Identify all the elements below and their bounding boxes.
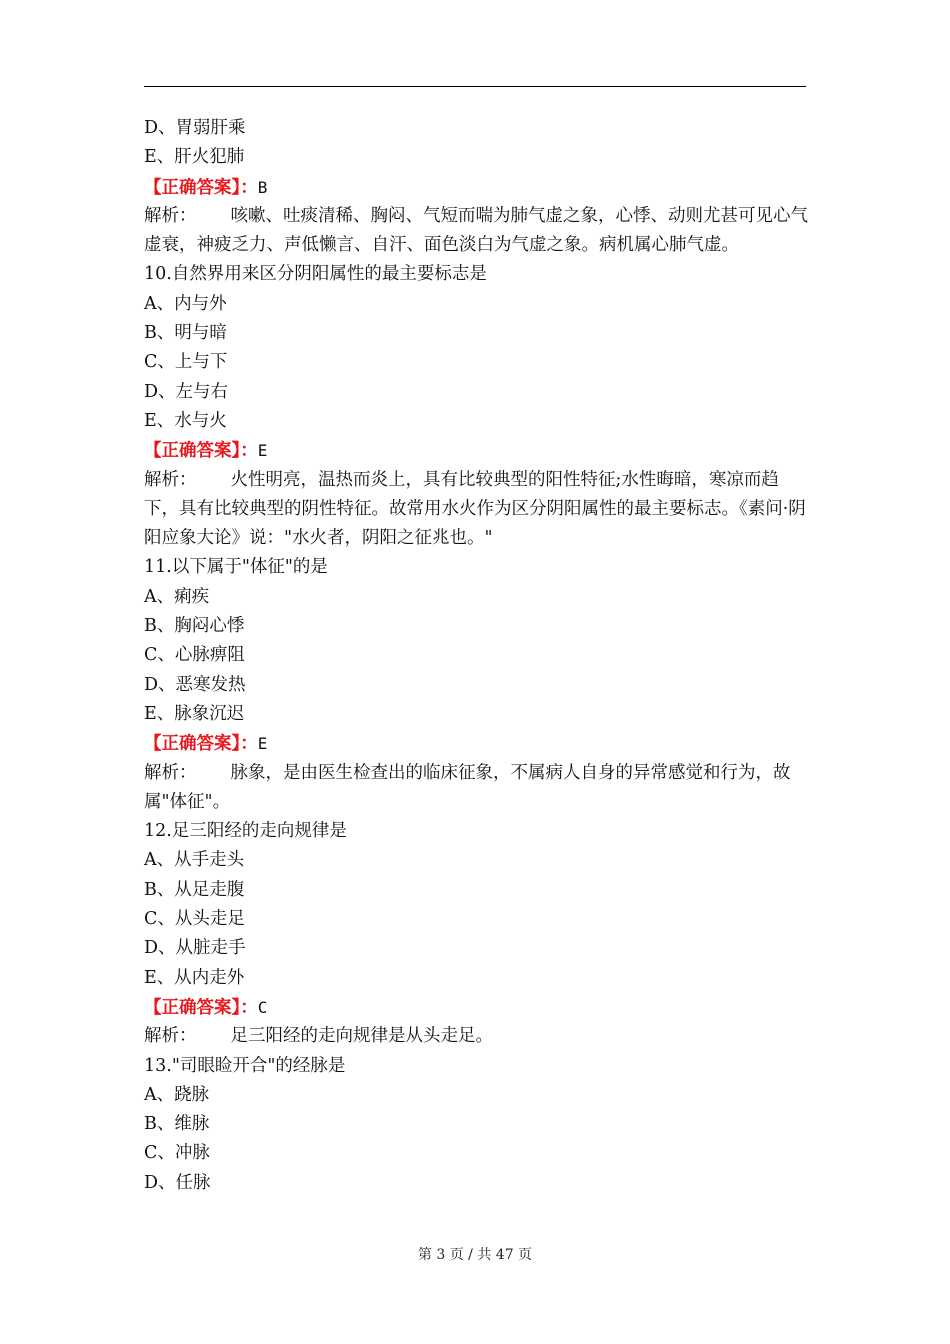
option-line: A、跷脉 xyxy=(144,1084,210,1105)
answer-value: E xyxy=(257,734,268,754)
analysis-label: 解析： xyxy=(144,762,197,783)
option-line: D、左与右 xyxy=(144,381,229,402)
option-line: C、上与下 xyxy=(144,352,228,373)
analysis-label: 解析： xyxy=(144,469,197,490)
option-line: A、从手走头 xyxy=(144,850,245,871)
answer-line xyxy=(144,436,810,465)
option-line: E、脉象沉迟 xyxy=(144,703,245,724)
answer-value: E xyxy=(257,441,268,461)
option-line: D、胃弱肝乘 xyxy=(144,118,246,138)
analysis-paragraph xyxy=(144,202,810,261)
analysis-label: 解析： xyxy=(144,205,197,226)
answer-label: 【正确答案】： xyxy=(144,997,258,1018)
analysis-text: 脉象，是由医生检查出的临床征象，不属病人自身的异常感觉和行为，故属"体征"。 xyxy=(144,762,791,812)
option-line: C、从头走足 xyxy=(144,909,245,930)
option-line: E、水与火 xyxy=(144,410,227,431)
question-title: 13."司眼睑开合"的经脉是 xyxy=(144,1055,346,1076)
question-title: 11.以下属于"体征"的是 xyxy=(144,557,328,578)
answer-line xyxy=(144,173,810,202)
answer-label: 【正确答案】： xyxy=(144,734,258,755)
option-line: B、明与暗 xyxy=(144,323,227,344)
option-line: A、痢疾 xyxy=(144,586,210,607)
answer-line xyxy=(144,993,810,1022)
analysis-label: 解析： xyxy=(144,1026,197,1047)
option-line: C、心脉痹阻 xyxy=(144,645,245,666)
answer-line xyxy=(144,729,810,758)
option-line: D、任脉 xyxy=(144,1172,211,1193)
page-footer: 第 3 页 / 共 47 页 xyxy=(417,1247,533,1263)
answer-value: C xyxy=(257,997,268,1017)
option-line: B、维脉 xyxy=(144,1114,210,1135)
question-title: 10.自然界用来区分阴阳属性的最主要标志是 xyxy=(144,264,487,285)
analysis-paragraph xyxy=(144,759,810,818)
question-title: 12.足三阳经的走向规律是 xyxy=(144,821,347,842)
analysis-text: 咳嗽、吐痰清稀、胸闷、气短而喘为肺气虚之象，心悸、动则尤甚可见心气虚衰，神疲乏力、声低懒言、自汗、面色淡白为气虚之象。病机属心肺气虚。 xyxy=(144,205,808,256)
header-rule xyxy=(144,86,806,87)
option-line: A、内与外 xyxy=(144,293,227,314)
answer-label: 【正确答案】： xyxy=(144,441,258,462)
option-line: C、冲脉 xyxy=(144,1143,210,1164)
option-line: B、胸闷心悸 xyxy=(144,616,245,637)
analysis-text: 火性明亮，温热而炎上，具有比较典型的阳性特征;水性晦暗，寒凉而趋下，具有比较典型的阴性特征。故常用水火作为区分阴阳属性的最主要标志。《素问·阴阳应象大论》说："水火者，阴阳之征兆也。" xyxy=(144,469,806,549)
option-line: D、从脏走手 xyxy=(144,938,246,959)
option-line: D、恶寒发热 xyxy=(144,674,246,695)
option-line: B、从足走腹 xyxy=(144,879,245,900)
option-line: E、从内走外 xyxy=(144,967,245,988)
analysis-paragraph xyxy=(144,1022,810,1051)
answer-value: B xyxy=(257,177,268,197)
analysis-paragraph xyxy=(144,466,810,554)
answer-label: 【正确答案】： xyxy=(144,177,258,198)
option-line: E、肝火犯肺 xyxy=(144,147,245,168)
analysis-text: 足三阳经的走向规律是从头走足。 xyxy=(230,1026,493,1047)
page-content xyxy=(144,114,810,1198)
